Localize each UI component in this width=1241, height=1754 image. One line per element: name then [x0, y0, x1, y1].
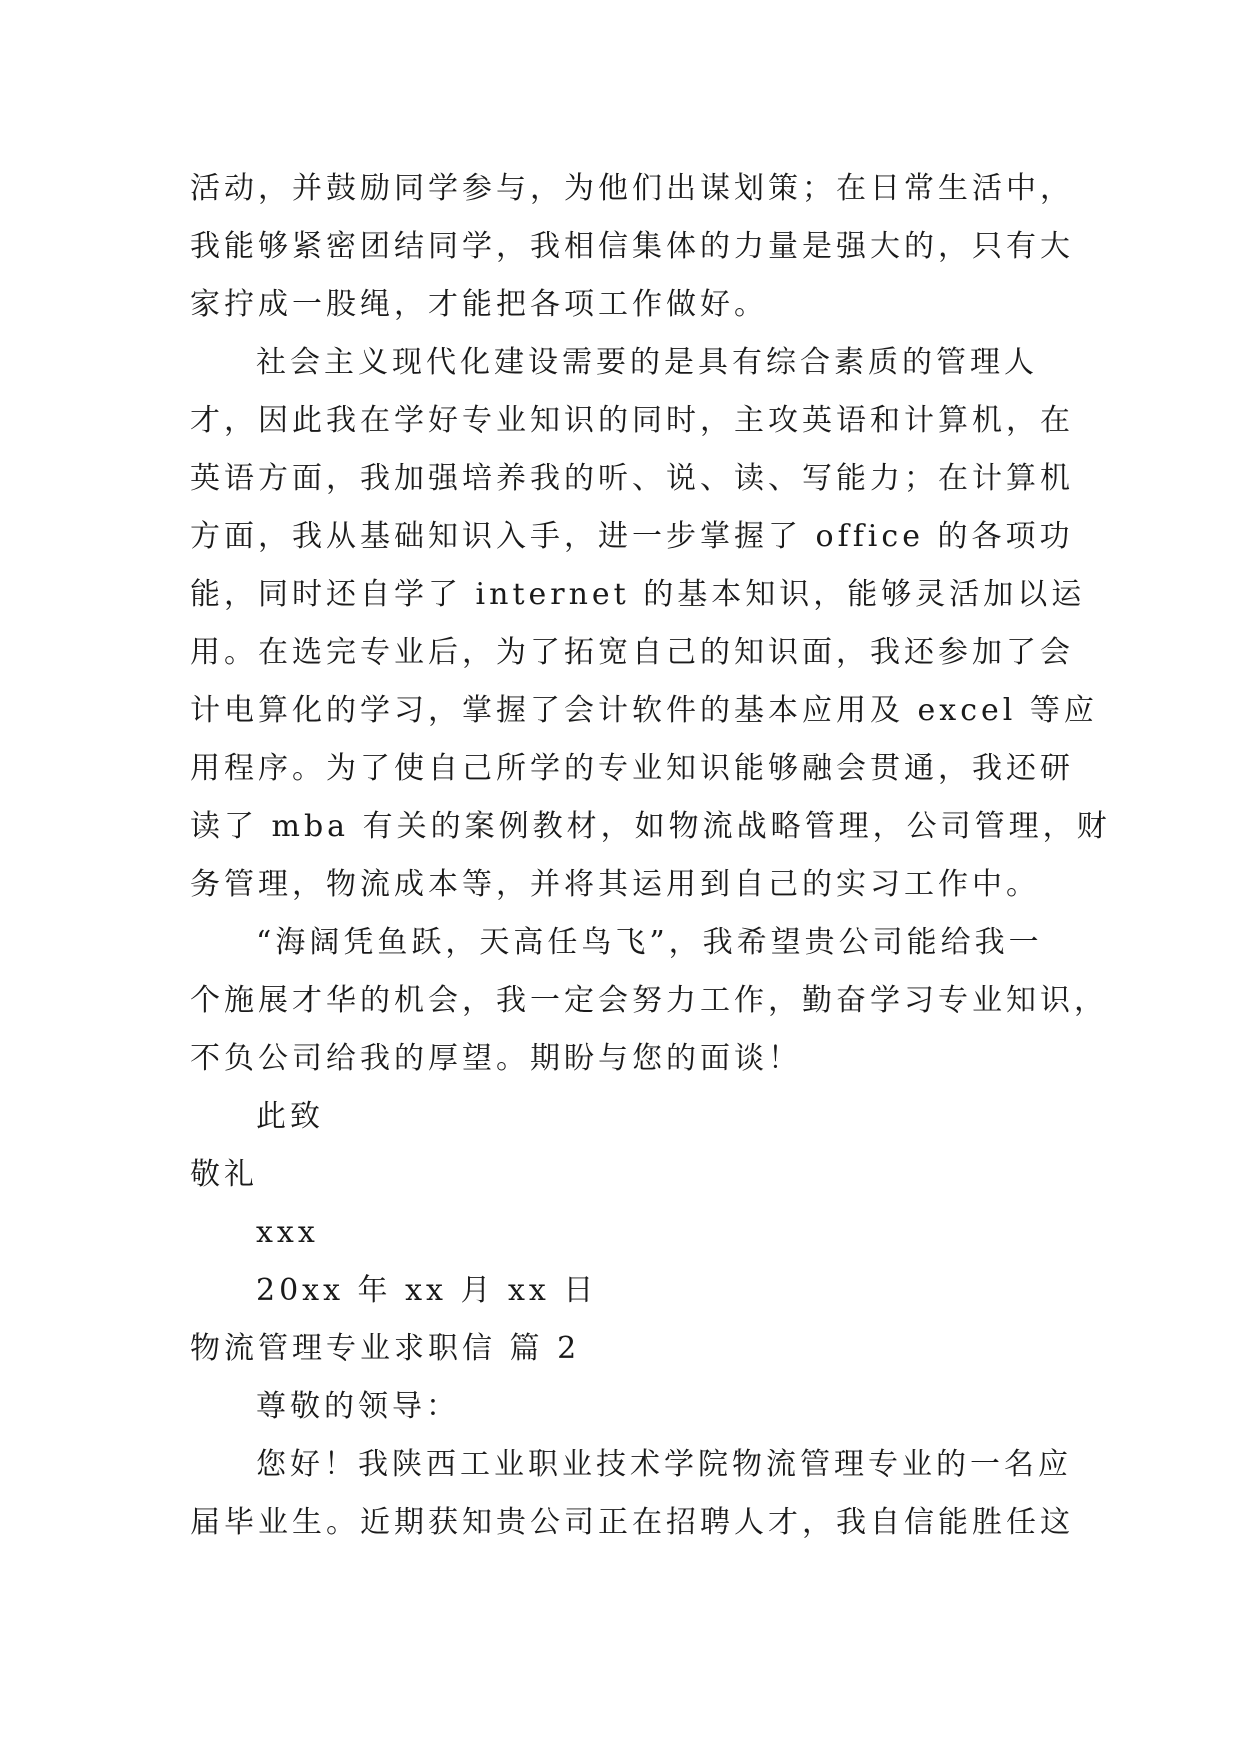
closing-salutation: 此致 — [256, 1099, 324, 1134]
signature-name: xxx — [256, 1215, 319, 1250]
paragraph-line: 方面，我从基础知识入手，进一步掌握了 office 的各项功 — [190, 519, 1074, 554]
paragraph-line: 计电算化的学习，掌握了会计软件的基本应用及 excel 等应 — [190, 693, 1098, 728]
paragraph-line: 我能够紧密团结同学，我相信集体的力量是强大的，只有大 — [190, 229, 1074, 264]
paragraph-line: “海阔凭鱼跃，天高任鸟飞”，我希望贵公司能给我一 — [256, 925, 1043, 960]
paragraph-line: 能，同时还自学了 internet 的基本知识，能够灵活加以运 — [190, 577, 1086, 612]
paragraph-line: 用程序。为了使自己所学的专业知识能够融会贯通，我还研 — [190, 751, 1074, 786]
paragraph-line: 社会主义现代化建设需要的是具有综合素质的管理人 — [256, 345, 1038, 380]
paragraph-line: 读了 mba 有关的案例教材，如物流战略管理，公司管理，财 — [190, 809, 1111, 844]
paragraph-line: 家拧成一股绳，才能把各项工作做好。 — [190, 287, 768, 322]
paragraph-line: 才，因此我在学好专业知识的同时，主攻英语和计算机，在 — [190, 403, 1074, 438]
paragraph-line: 英语方面，我加强培养我的听、说、读、写能力；在计算机 — [190, 461, 1074, 496]
signature-date: 20xx 年 xx 月 xx 日 — [256, 1273, 598, 1308]
section-title: 物流管理专业求职信 篇 2 — [190, 1331, 581, 1366]
paragraph-line: 个施展才华的机会，我一定会努力工作，勤奋学习专业知识， — [190, 983, 1108, 1018]
paragraph-line: 不负公司给我的厚望。期盼与您的面谈！ — [190, 1041, 802, 1076]
paragraph-line: 届毕业生。近期获知贵公司正在招聘人才，我自信能胜任这 — [190, 1505, 1074, 1540]
document-body — [190, 160, 1111, 1552]
greeting: 尊敬的领导： — [256, 1389, 460, 1424]
paragraph-line: 务管理，物流成本等，并将其运用到自己的实习工作中。 — [190, 867, 1040, 902]
paragraph-line: 活动，并鼓励同学参与，为他们出谋划策；在日常生活中， — [190, 171, 1074, 206]
paragraph-line: 您好！我陕西工业职业技术学院物流管理专业的一名应 — [256, 1447, 1072, 1482]
closing-regards: 敬礼 — [190, 1157, 258, 1192]
paragraph-line: 用。在选完专业后，为了拓宽自己的知识面，我还参加了会 — [190, 635, 1074, 670]
